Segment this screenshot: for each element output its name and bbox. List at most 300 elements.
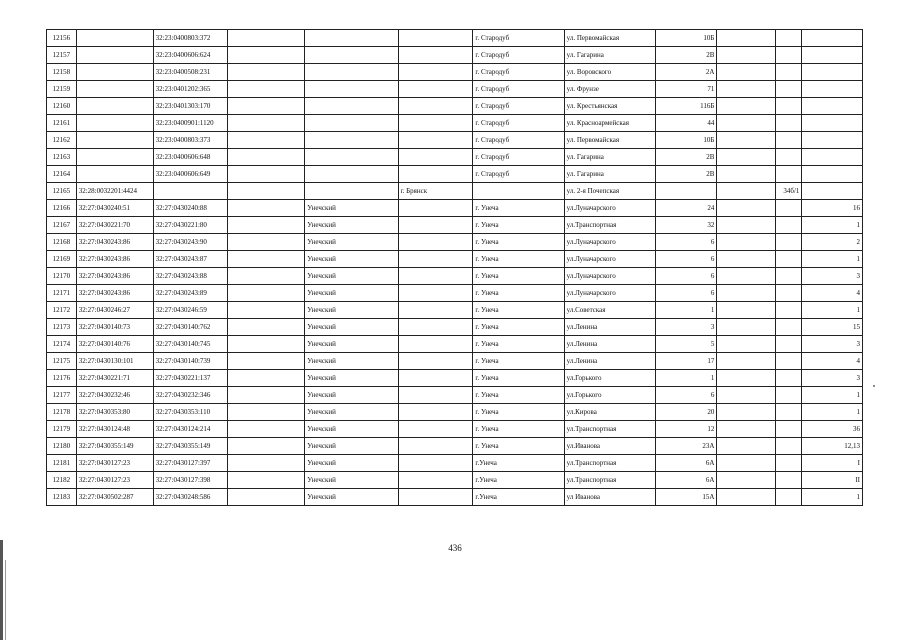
cell-region (228, 455, 305, 472)
table-row (47, 98, 863, 115)
cell-old-cadastral-number: 32:27:0430124:48 (76, 421, 153, 438)
cell-district: Унечский (305, 438, 398, 455)
cell-region (228, 302, 305, 319)
scan-speck (873, 385, 875, 387)
cell-district: Унечский (305, 472, 398, 489)
cell-building (717, 455, 775, 472)
cell-region (228, 217, 305, 234)
cell-apartment: 1 (802, 217, 863, 234)
cell-building (717, 251, 775, 268)
cell-apartment-alt (775, 387, 802, 404)
cell-cadastral-number: 32:27:0430140:745 (153, 336, 228, 353)
table-row (47, 319, 863, 336)
cell-city: г.Унеча (473, 489, 564, 506)
cell-apartment (802, 30, 863, 47)
cell-record-number: 12163 (47, 149, 77, 166)
cell-city-alt (398, 336, 473, 353)
cell-street: ул. Крестьянская (564, 98, 655, 115)
cell-apartment-alt (775, 319, 802, 336)
cell-old-cadastral-number: 32:27:0430502:287 (76, 489, 153, 506)
cell-old-cadastral-number: 32:27:0430240:51 (76, 200, 153, 217)
cell-house: 44 (655, 115, 717, 132)
cell-house: 1 (655, 370, 717, 387)
cell-district (305, 183, 398, 200)
cell-old-cadastral-number: 32:28:0032201:4424 (76, 183, 153, 200)
cell-record-number: 12164 (47, 166, 77, 183)
cell-cadastral-number: 32:27:0430248:586 (153, 489, 228, 506)
cell-apartment-alt (775, 149, 802, 166)
cell-city: г. Унеча (473, 234, 564, 251)
cell-building (717, 285, 775, 302)
cell-building (717, 421, 775, 438)
cell-city-alt (398, 455, 473, 472)
cell-building (717, 319, 775, 336)
cell-apartment-alt (775, 251, 802, 268)
cell-city: г. Унеча (473, 438, 564, 455)
cell-cadastral-number: 32:27:0430140:739 (153, 353, 228, 370)
cell-apartment: 16 (802, 200, 863, 217)
cell-cadastral-number: 32:23:0401202:365 (153, 81, 228, 98)
cell-city-alt (398, 285, 473, 302)
cell-old-cadastral-number: 32:27:0430243:86 (76, 251, 153, 268)
cell-house: 6 (655, 268, 717, 285)
cell-city-alt (398, 404, 473, 421)
cell-cadastral-number: 32:27:0430124:214 (153, 421, 228, 438)
cell-city: г. Унеча (473, 200, 564, 217)
cell-apartment-alt (775, 81, 802, 98)
table-row (47, 455, 863, 472)
cell-old-cadastral-number: 32:27:0430243:86 (76, 234, 153, 251)
cell-old-cadastral-number: 32:27:0430221:71 (76, 370, 153, 387)
cell-street: ул. Первомайская (564, 30, 655, 47)
table-row (47, 183, 863, 200)
cell-street: ул. Фрунзе (564, 81, 655, 98)
cell-apartment-alt (775, 489, 802, 506)
table-row (47, 115, 863, 132)
cell-cadastral-number: 32:27:0430127:398 (153, 472, 228, 489)
cell-record-number: 12182 (47, 472, 77, 489)
cell-district: Унечский (305, 217, 398, 234)
cell-region (228, 81, 305, 98)
cell-city: г. Унеча (473, 268, 564, 285)
cell-street: ул.Кирова (564, 404, 655, 421)
cell-region (228, 115, 305, 132)
cell-city: г. Стародуб (473, 30, 564, 47)
registry-table (46, 29, 863, 506)
cell-region (228, 472, 305, 489)
cell-apartment-alt (775, 200, 802, 217)
cell-cadastral-number: 32:23:0400803:372 (153, 30, 228, 47)
cell-old-cadastral-number (76, 47, 153, 64)
cell-record-number: 12180 (47, 438, 77, 455)
table-row (47, 370, 863, 387)
cell-apartment-alt (775, 336, 802, 353)
cell-apartment (802, 115, 863, 132)
cell-region (228, 489, 305, 506)
table-row (47, 81, 863, 98)
cell-record-number: 12165 (47, 183, 77, 200)
cell-apartment-alt (775, 455, 802, 472)
table-body (47, 30, 863, 506)
table-row (47, 353, 863, 370)
cell-district: Унечский (305, 285, 398, 302)
cell-apartment-alt (775, 421, 802, 438)
cell-building (717, 234, 775, 251)
cell-record-number: 12178 (47, 404, 77, 421)
cell-cadastral-number: 32:27:0430353:110 (153, 404, 228, 421)
cell-house: 20 (655, 404, 717, 421)
cell-city: г. Стародуб (473, 166, 564, 183)
cell-apartment: 12,13 (802, 438, 863, 455)
cell-apartment-alt (775, 132, 802, 149)
cell-house: 1 (655, 302, 717, 319)
cell-city-alt (398, 489, 473, 506)
cell-house: 6 (655, 387, 717, 404)
cell-district: Унечский (305, 404, 398, 421)
table-row (47, 149, 863, 166)
cell-house: 71 (655, 81, 717, 98)
cell-cadastral-number: 32:27:0430221:80 (153, 217, 228, 234)
cell-city-alt (398, 319, 473, 336)
cell-house: 2А (655, 64, 717, 81)
cell-house: 32 (655, 217, 717, 234)
table-row (47, 302, 863, 319)
cell-record-number: 12158 (47, 64, 77, 81)
table-row (47, 64, 863, 81)
cell-apartment: 3 (802, 370, 863, 387)
table-row (47, 47, 863, 64)
cell-city: г. Унеча (473, 370, 564, 387)
cell-house: 116Б (655, 98, 717, 115)
cell-street: ул. Гагарина (564, 149, 655, 166)
cell-apartment-alt (775, 115, 802, 132)
cell-region (228, 404, 305, 421)
table-row (47, 166, 863, 183)
cell-cadastral-number: 32:27:0430243:89 (153, 285, 228, 302)
cell-apartment (802, 149, 863, 166)
cell-cadastral-number: 32:27:0430240:88 (153, 200, 228, 217)
cell-street: ул. 2-я Почепская (564, 183, 655, 200)
cell-district: Унечский (305, 251, 398, 268)
cell-street: ул.Иванова (564, 438, 655, 455)
cell-building (717, 149, 775, 166)
cell-region (228, 319, 305, 336)
cell-apartment: 15 (802, 319, 863, 336)
cell-house: 6А (655, 455, 717, 472)
cell-street: ул. Гагарина (564, 47, 655, 64)
cell-house (655, 183, 717, 200)
cell-region (228, 251, 305, 268)
cell-record-number: 12169 (47, 251, 77, 268)
cell-building (717, 81, 775, 98)
cell-city: г. Унеча (473, 404, 564, 421)
cell-district (305, 115, 398, 132)
table-row (47, 285, 863, 302)
cell-region (228, 336, 305, 353)
cell-house: 24 (655, 200, 717, 217)
cell-district: Унечский (305, 302, 398, 319)
cell-apartment-alt (775, 353, 802, 370)
cell-city: г. Унеча (473, 251, 564, 268)
cell-street: ул. Воровского (564, 64, 655, 81)
cell-apartment-alt (775, 47, 802, 64)
cell-house: 17 (655, 353, 717, 370)
cell-record-number: 12177 (47, 387, 77, 404)
cell-house: 23А (655, 438, 717, 455)
cell-house: 6 (655, 285, 717, 302)
cell-apartment: 4 (802, 353, 863, 370)
table-row (47, 132, 863, 149)
table-row (47, 217, 863, 234)
cell-cadastral-number: 32:27:0430243:90 (153, 234, 228, 251)
cell-city-alt (398, 421, 473, 438)
cell-building (717, 353, 775, 370)
cell-cadastral-number: 32:27:0430232:346 (153, 387, 228, 404)
cell-house: 3 (655, 319, 717, 336)
cell-city-alt (398, 438, 473, 455)
cell-record-number: 12160 (47, 98, 77, 115)
cell-street: ул.Транспортная (564, 472, 655, 489)
cell-region (228, 132, 305, 149)
cell-street: ул.Транспортная (564, 421, 655, 438)
cell-city-alt (398, 30, 473, 47)
cell-city-alt (398, 47, 473, 64)
cell-street: ул.Ленина (564, 336, 655, 353)
cell-record-number: 12161 (47, 115, 77, 132)
cell-street: ул.Луначарского (564, 200, 655, 217)
cell-region (228, 149, 305, 166)
cell-region (228, 268, 305, 285)
cell-street: ул.Горького (564, 370, 655, 387)
cell-building (717, 336, 775, 353)
cell-city: г. Стародуб (473, 98, 564, 115)
table-row (47, 387, 863, 404)
cell-apartment: 2 (802, 234, 863, 251)
cell-old-cadastral-number (76, 166, 153, 183)
cell-city: г.Унеча (473, 455, 564, 472)
cell-apartment (802, 47, 863, 64)
cell-apartment (802, 166, 863, 183)
cell-building (717, 183, 775, 200)
cell-house: 10Б (655, 132, 717, 149)
cell-city-alt (398, 472, 473, 489)
cell-house: 5 (655, 336, 717, 353)
cell-apartment: 4 (802, 285, 863, 302)
cell-building (717, 489, 775, 506)
cell-building (717, 302, 775, 319)
cell-building (717, 217, 775, 234)
cell-apartment (802, 81, 863, 98)
cell-record-number: 12171 (47, 285, 77, 302)
table-row (47, 404, 863, 421)
cell-cadastral-number: 32:27:0430243:87 (153, 251, 228, 268)
cell-city-alt (398, 251, 473, 268)
cell-apartment: 3 (802, 336, 863, 353)
cell-city: г. Стародуб (473, 132, 564, 149)
cell-street: ул Иванова (564, 489, 655, 506)
cell-old-cadastral-number: 32:27:0430127:23 (76, 472, 153, 489)
cell-city-alt (398, 370, 473, 387)
cell-district (305, 166, 398, 183)
cell-city: г. Стародуб (473, 115, 564, 132)
scan-edge-artifact (0, 540, 3, 640)
table-row (47, 30, 863, 47)
cell-record-number: 12181 (47, 455, 77, 472)
cell-cadastral-number: 32:27:0430243:88 (153, 268, 228, 285)
cell-cadastral-number: 32:27:0430127:397 (153, 455, 228, 472)
cell-cadastral-number: 32:23:0400803:373 (153, 132, 228, 149)
cell-city-alt (398, 166, 473, 183)
cell-record-number: 12166 (47, 200, 77, 217)
cell-region (228, 183, 305, 200)
cell-house: 2В (655, 149, 717, 166)
cell-building (717, 64, 775, 81)
cell-district (305, 81, 398, 98)
cell-city: г. Унеча (473, 285, 564, 302)
cell-city: г. Стародуб (473, 47, 564, 64)
cell-building (717, 47, 775, 64)
cell-cadastral-number: 32:23:0400606:649 (153, 166, 228, 183)
cell-record-number: 12168 (47, 234, 77, 251)
cell-city: г.Унеча (473, 472, 564, 489)
cell-building (717, 166, 775, 183)
table-row (47, 336, 863, 353)
cell-district: Унечский (305, 234, 398, 251)
cell-city (473, 183, 564, 200)
cell-old-cadastral-number: 32:27:0430243:86 (76, 268, 153, 285)
cell-region (228, 285, 305, 302)
cell-record-number: 12174 (47, 336, 77, 353)
cell-apartment-alt (775, 302, 802, 319)
cell-city-alt (398, 217, 473, 234)
cell-city-alt (398, 64, 473, 81)
cell-house: 6А (655, 472, 717, 489)
cell-cadastral-number: 32:23:0401303:170 (153, 98, 228, 115)
cell-region (228, 200, 305, 217)
cell-cadastral-number: 32:23:0400606:648 (153, 149, 228, 166)
cell-region (228, 353, 305, 370)
cell-cadastral-number: 32:23:0400508:231 (153, 64, 228, 81)
cell-old-cadastral-number (76, 64, 153, 81)
cell-apartment: 1 (802, 251, 863, 268)
cell-cadastral-number: 32:23:0400606:624 (153, 47, 228, 64)
cell-street: ул.Луначарского (564, 251, 655, 268)
cell-house: 15А (655, 489, 717, 506)
cell-cadastral-number (153, 183, 228, 200)
cell-street: ул.Луначарского (564, 234, 655, 251)
cell-region (228, 438, 305, 455)
cell-old-cadastral-number (76, 132, 153, 149)
cell-record-number: 12172 (47, 302, 77, 319)
cell-record-number: 12157 (47, 47, 77, 64)
cell-district: Унечский (305, 200, 398, 217)
cell-building (717, 404, 775, 421)
cell-house: 10Б (655, 30, 717, 47)
cell-apartment-alt (775, 217, 802, 234)
cell-street: ул.Ленина (564, 353, 655, 370)
cell-street: ул.Транспортная (564, 217, 655, 234)
cell-building (717, 200, 775, 217)
cell-old-cadastral-number (76, 115, 153, 132)
cell-city: г. Унеча (473, 387, 564, 404)
cell-apartment: 1 (802, 387, 863, 404)
cell-record-number: 12176 (47, 370, 77, 387)
cell-region (228, 370, 305, 387)
cell-street: ул. Первомайская (564, 132, 655, 149)
cell-street: ул.Луначарского (564, 285, 655, 302)
cell-old-cadastral-number: 32:27:0430127:23 (76, 455, 153, 472)
cell-apartment (802, 64, 863, 81)
cell-house: 6 (655, 234, 717, 251)
cell-city-alt (398, 132, 473, 149)
cell-city-alt (398, 115, 473, 132)
cell-district (305, 132, 398, 149)
cell-region (228, 47, 305, 64)
table-row (47, 472, 863, 489)
cell-district: Унечский (305, 370, 398, 387)
cell-cadastral-number: 32:27:0430140:762 (153, 319, 228, 336)
cell-old-cadastral-number (76, 149, 153, 166)
table-row (47, 421, 863, 438)
cell-district: Унечский (305, 489, 398, 506)
cell-city: г. Стародуб (473, 149, 564, 166)
cell-cadastral-number: 32:27:0430246:59 (153, 302, 228, 319)
cell-city: г. Унеча (473, 302, 564, 319)
cell-city-alt (398, 268, 473, 285)
cell-old-cadastral-number (76, 30, 153, 47)
cell-apartment: 1 (802, 404, 863, 421)
cell-building (717, 370, 775, 387)
cell-record-number: 12170 (47, 268, 77, 285)
cell-apartment-alt (775, 404, 802, 421)
cell-apartment-alt (775, 64, 802, 81)
cell-district (305, 149, 398, 166)
cell-city: г. Унеча (473, 217, 564, 234)
cell-city-alt (398, 81, 473, 98)
cell-district: Унечский (305, 455, 398, 472)
cell-apartment-alt (775, 285, 802, 302)
cell-city-alt (398, 149, 473, 166)
cell-record-number: 12183 (47, 489, 77, 506)
cell-city: г. Унеча (473, 421, 564, 438)
cell-city: г. Унеча (473, 319, 564, 336)
cell-cadastral-number: 32:27:0430355:149 (153, 438, 228, 455)
cell-street: ул.Луначарского (564, 268, 655, 285)
cell-apartment-alt (775, 166, 802, 183)
cell-apartment (802, 98, 863, 115)
cell-apartment-alt (775, 438, 802, 455)
cell-apartment-alt (775, 98, 802, 115)
table-row (47, 200, 863, 217)
cell-old-cadastral-number (76, 81, 153, 98)
cell-old-cadastral-number: 32:27:0430246:27 (76, 302, 153, 319)
cell-house: 6 (655, 251, 717, 268)
cell-house: 2В (655, 166, 717, 183)
cell-apartment-alt (775, 30, 802, 47)
cell-apartment-alt: 34б/1 (775, 183, 802, 200)
cell-apartment: II (802, 472, 863, 489)
cell-building (717, 132, 775, 149)
cell-region (228, 421, 305, 438)
cell-apartment (802, 183, 863, 200)
cell-region (228, 30, 305, 47)
cell-apartment (802, 132, 863, 149)
cell-record-number: 12159 (47, 81, 77, 98)
table-row (47, 234, 863, 251)
cell-city: г. Стародуб (473, 81, 564, 98)
cell-cadastral-number: 32:23:0400901:1120 (153, 115, 228, 132)
cell-region (228, 64, 305, 81)
